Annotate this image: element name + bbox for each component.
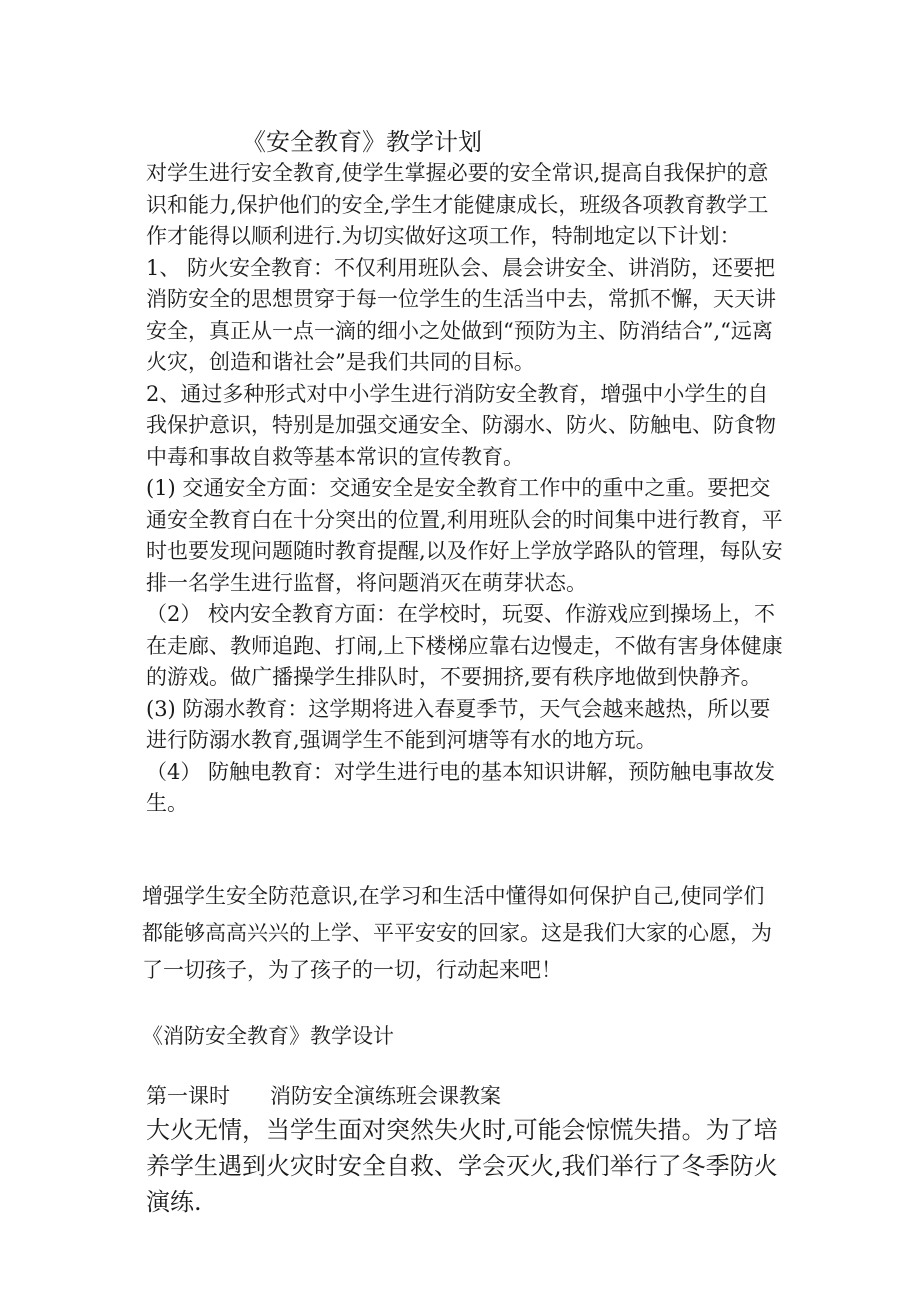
intro-paragraph: 对学生进行安全教育,使学生掌握必要的安全常识,提高自我保护的意识和能力,保护他们的安全,学生才能健康成长，班级各项教育教学工作才能得以顺利进行.为切实做好这项工作，特制地定以下计划： xyxy=(146,161,769,248)
list-item-traffic-safety: (1) 交通安全方面：交通安全是安全教育工作中的重中之重。要把交通安全教育白在十分突出的位置,利用班队会的时间集中进行教育，平时也要发现问题随时教育提醒,以及作好上学放学路队的管理，每队安排一名学生进行监督，将问题消灭在萌芽状态。 xyxy=(146,476,783,595)
lesson-title: 第一课时 消防安全演练班会课教案 xyxy=(146,1084,502,1108)
list-item-electric-shock-prevention: （4） 防触电教育：对学生进行电的基本知识讲解，预防触电事故发生。 xyxy=(146,759,776,815)
plan-body xyxy=(146,158,786,820)
list-item-drowning-prevention: (3) 防溺水教育：这学期将进入春夏季节，天气会越来越热，所以要进行防溺水教育,强调学生不能到河塘等有水的地方玩。 xyxy=(146,696,771,752)
lesson-body-paragraph: 大火无情，当学生面对突然失火时,可能会惊慌失措。为了培养学生遇到火灾时安全自救、学会灭火,我们举行了冬季防火演练. xyxy=(146,1116,778,1216)
summary-paragraph: 增强学生安全防范意识,在学习和生活中懂得如何保护自己,使同学们都能够高高兴兴的上学、平平安安的回家。这是我们大家的心愿，为了一切孩子，为了孩子的一切，行动起来吧！ xyxy=(142,884,772,982)
list-item-campus-safety: （2） 校内安全教育方面：在学校时，玩耍、作游戏应到操场上，不在走廊、教师追跑、打闹,上下楼梯应靠右边慢走，不做有害身体健康的游戏。做广播操学生排队时，不要拥挤,要有秩序地做到快静齐。 xyxy=(146,602,783,689)
list-item-fire-safety: 1、 防火安全教育：不仅利用班队会、晨会讲安全、讲消防，还要把消防安全的思想贯穿于每一位学生的生活当中去，常抓不懈，天天讲安全，真正从一点一滴的细小之处做到“预防为主、防消结合”,“远离火灾，创造和谐社会”是我们共同的目标。 xyxy=(146,255,776,374)
document-title: 《安全教育》教学计划 xyxy=(242,128,482,156)
list-item-multi-form-education: 2、通过多种形式对中小学生进行消防安全教育，增强中小学生的自我保护意识，特别是加强交通安全、防溺水、防火、防触电、防食物中毒和事故自救等基本常识的宣传教育。 xyxy=(146,381,776,469)
section-title: 《消防安全教育》教学设计 xyxy=(142,1024,394,1048)
